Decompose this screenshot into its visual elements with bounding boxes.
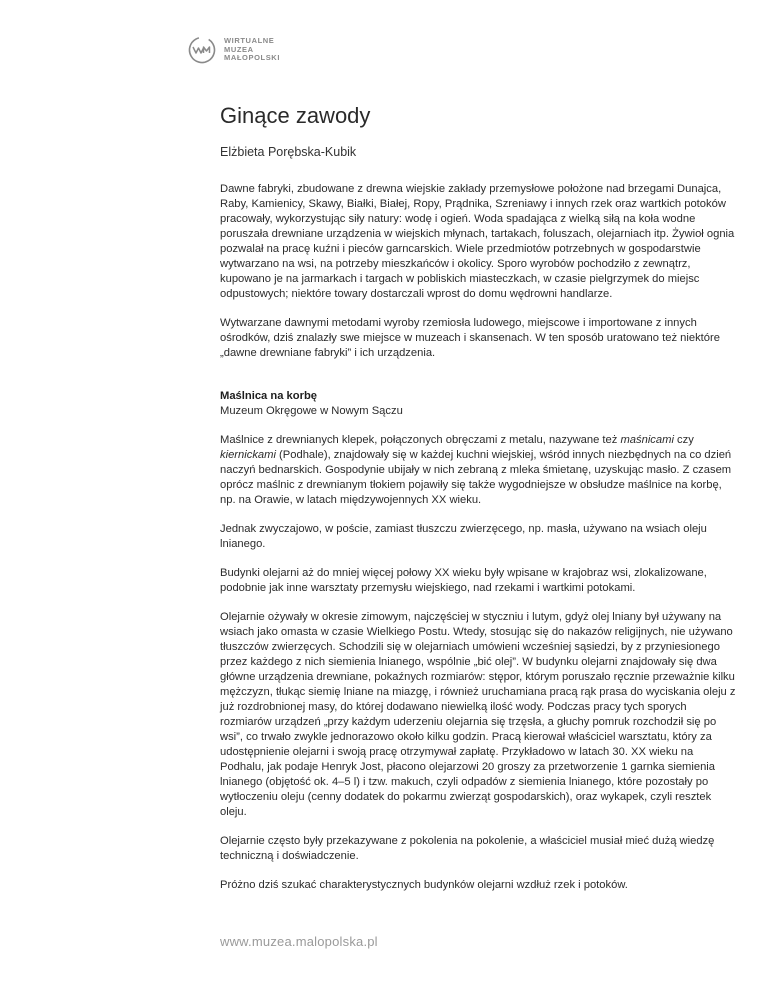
section-paragraph-5: Olejarnie często były przekazywane z pokolenia na pokolenie, a właściciel musiał mieć dużą wiedzę techniczną i doświadczenie. bbox=[220, 835, 715, 862]
section-paragraph-4: Olejarnie ożywały w okresie zimowym, najczęściej w styczniu i lutym, gdyż olej lniany był używany na wsiach jako omasta w czasie Wielkiego Postu. Wtedy, stosując się do nakazów religijnych, nie używano tłuszczów zwierzęcych. Schodzili się w olejarniach umówieni wcześniej sąsiedzi, by z przyniesionego przez każdego z nich siemienia lnianego, wspólnie „bić olej”. W budynku olejarni znajdowały się dwa główne urządzenia drewniane, pokaźnych rozmiarów: stępor, którym poruszało ręcznie przeważnie kilku mężczyzn, tłukąc siemię lniane na miazgę, i również uruchamiana pracą rąk prasa do wyciskania oleju z już rozdrobnionej masy, do której dodawano niewielką ilość wody. Podczas pracy tych sporych rozmiarów urządzeń „przy każdym uderzeniu olejarnia się trzęsła, a głuchy pomruk rozchodził się po wsi”, co trwało zwykle jednorazowo około kilku godzin. Pracą kierował właściciel warsztatu, który za udostępnienie olejarni i swoją pracę otrzymywał zapłatę. Przykładowo w latach 30. XX wieku na Podhalu, jak podaje Henryk Jost, płacono olejarzowi 20 groszy za przetworzenie 1 garnka siemienia lnianego (objętość ok. 4–5 l) i tzw. makuch, czyli odpadów z siemienia lnianego, które pozostały po wytłoczeniu oleju (cenny dodatek do pokarmu zwierząt gospodarskich), oraz wykapek, czyli resztek oleju. bbox=[220, 611, 736, 818]
logo-line-2: MUZEA bbox=[224, 44, 254, 54]
page-title: Ginące zawody bbox=[220, 103, 371, 128]
logo-text bbox=[224, 37, 280, 63]
emphasis-term: kiernickami bbox=[220, 449, 276, 461]
intro-paragraph-1: Dawne fabryki, zbudowane z drewna wiejskie zakłady przemysłowe położone nad brzegami Dunajca, Raby, Kamienicy, Skawy, Białki, Białej, Ropy, Prądnika, Szreniawy i innych rzek oraz wartkich potoków pracowały, wykorzystując siły natury: wodę i ogień. Woda spadająca z wielką siłą na koła wodne poruszała drewniane urządzenia w wiejskich młynach, tartakach, foluszach, olejarniach itp. Żywioł ognia pozwalał na pracę kuźni i pieców garncarskich. Wiele przedmiotów potrzebnych w gospodarstwie wytwarzano na wsi, na potrzeby mieszkańców i okolicy. Sporo wyrobów pochodziło z zewnątrz, kupowano je na jarmarkach i targach w pobliskich miasteczkach, w czasie pielgrzymek do miejsc odpustowych; niektóre towary dostarczali wprost do domu wędrowni handlarze. bbox=[220, 183, 735, 300]
logo-line-3: MAŁOPOLSKI bbox=[224, 53, 280, 63]
section-paragraph-2: Jednak zwyczajowo, w poście, zamiast tłuszczu zwierzęcego, np. masła, używano na wsiach oleju lnianego. bbox=[220, 523, 707, 550]
section-paragraph-1 bbox=[220, 433, 740, 508]
section-subtitle: Muzeum Okręgowe w Nowym Sączu bbox=[220, 405, 403, 417]
emphasis-term: maśnicami bbox=[620, 434, 674, 446]
author: Elżbieta Porębska-Kubik bbox=[220, 145, 357, 159]
logo bbox=[188, 36, 280, 64]
logo-line-1: WIRTUALNE bbox=[224, 36, 275, 46]
intro bbox=[220, 182, 740, 361]
text-fragment: (Podhale), znajdowały się w każdej kuchni wiejskiej, wśród innych niezbędnych na co dzień naczyń bednarskich. Gospodynie ubijały w nich zebraną z mleka śmietanę, uzyskując masło. Z czasem oprócz maślnic z drewnianym tłokiem pojawiły się także wygodniejsze w obsłudze maślnice na korbę, np. na Orawie, w latach międzywojennych XX wieku. bbox=[220, 449, 732, 506]
section-heading bbox=[220, 389, 740, 419]
intro-paragraph-2: Wytwarzane dawnymi metodami wyroby rzemiosła ludowego, miejscowe i importowane z innych ośrodków, dziś znalazły swe miejsce w muzeach i skansenach. W ten sposób uratowano też niektóre „dawne drewniane fabryki” i ich urządzenia. bbox=[220, 317, 720, 359]
footer-url[interactable]: www.muzea.malopolska.pl bbox=[220, 934, 378, 949]
section-title: Maślnica na korbę bbox=[220, 390, 317, 402]
wmm-logo-icon bbox=[188, 36, 216, 64]
section-paragraph-6: Próżno dziś szukać charakterystycznych budynków olejarni wzdłuż rzek i potoków. bbox=[220, 879, 628, 891]
text-fragment: Maślnice z drewnianych klepek, połączonych obręczami z metalu, nazywane też bbox=[220, 434, 621, 446]
section-paragraph-3: Budynki olejarni aż do mniej więcej połowy XX wieku były wpisane w krajobraz wsi, zlokalizowane, podobnie jak inne warsztaty przemysłu wiejskiego, nad rzekami i wartkimi potokami. bbox=[220, 567, 707, 594]
article bbox=[220, 102, 740, 907]
text-fragment: czy bbox=[673, 434, 694, 446]
